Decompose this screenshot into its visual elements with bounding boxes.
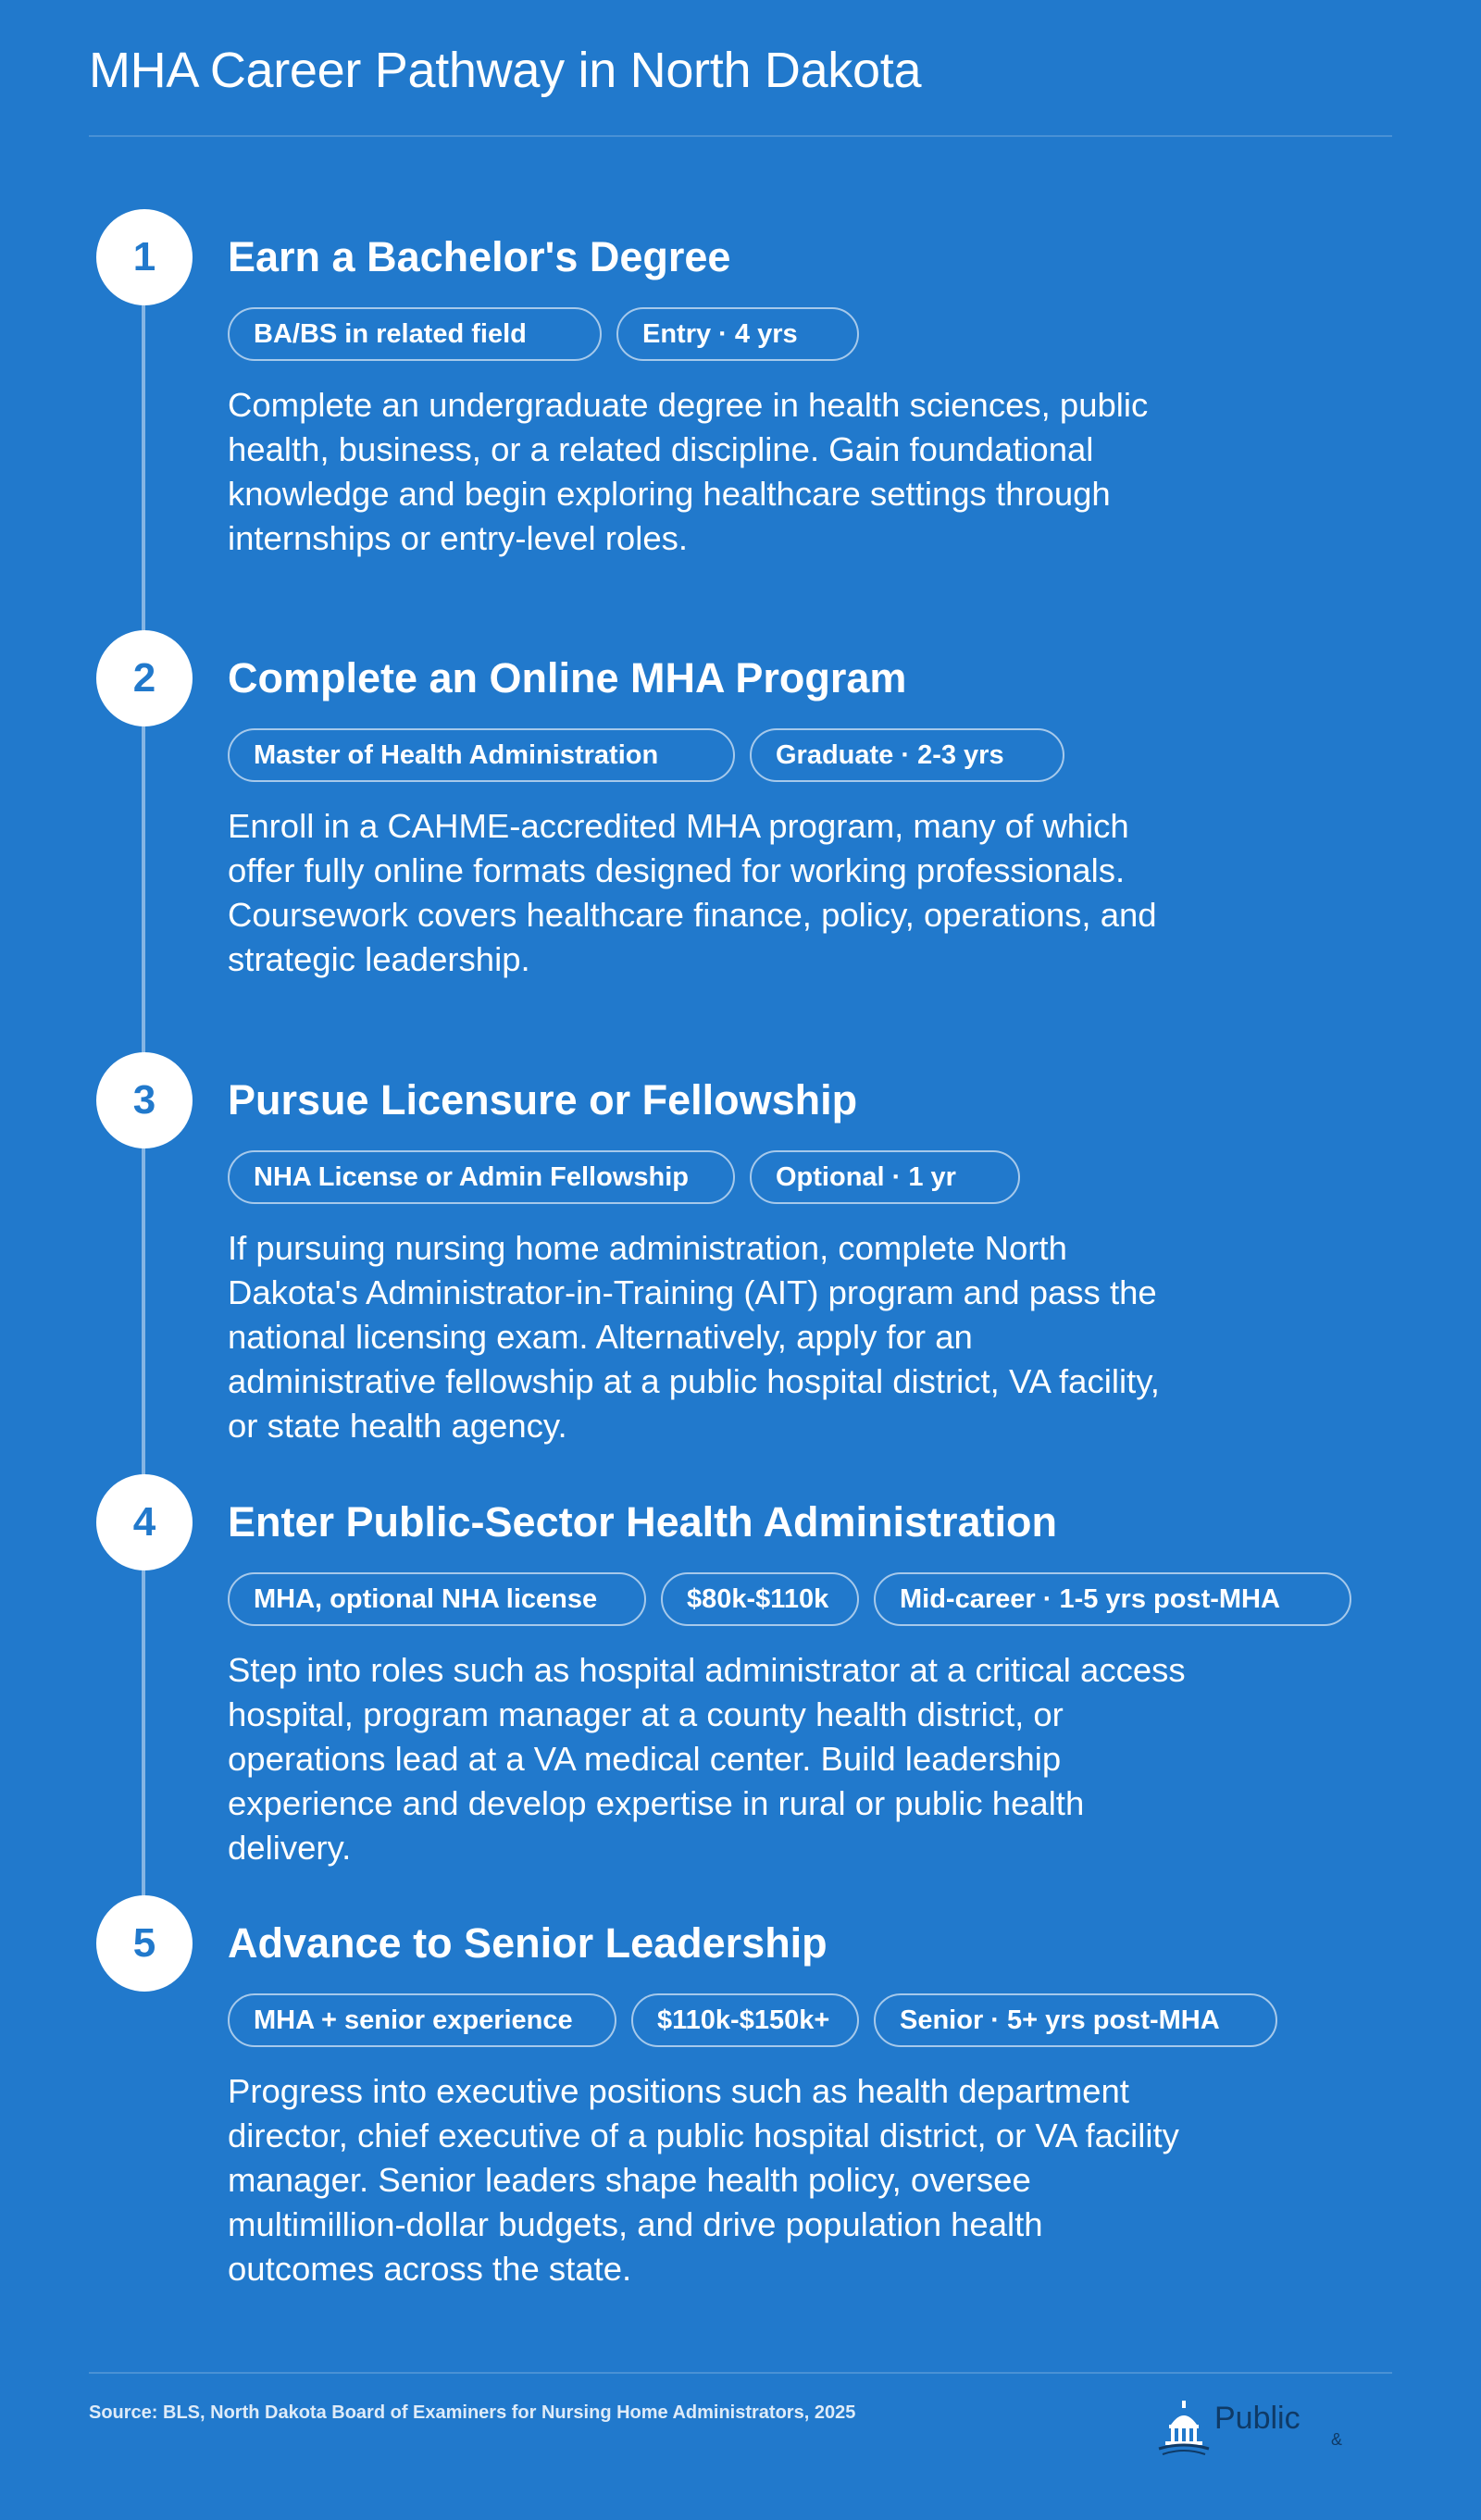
step-description: Enroll in a CAHME-accredited MHA program, many of which offer fully online formats designed for working professionals. Coursework covers healthcare finance, policy, operations, and strategic leadership.: [228, 807, 1157, 978]
requirement-tag: Master of Health Administration: [228, 728, 735, 782]
header-divider: [89, 135, 1392, 137]
logo-ampersand: &: [1331, 2430, 1343, 2449]
step-description: Progress into executive positions such as health department director, chief executive of a public hospital district, or VA facility manager. Senior leaders shape health policy, oversee multimillion-dollar budgets, and drive population health outcomes across the state.: [228, 2072, 1179, 2288]
source-note: Source: BLS, North Dakota Board of Examiners for Nursing Home Administrators, 2025: [89, 2402, 856, 2423]
step-title: Earn a Bachelor's Degree: [228, 233, 731, 280]
stage-tag: Entry · 4 yrs: [616, 307, 859, 361]
stage-tag: Mid-career · 1-5 yrs post-MHA: [874, 1572, 1351, 1626]
step-tags: [228, 1150, 1020, 1204]
step-title: Advance to Senior Leadership: [228, 1919, 828, 1967]
salary-tag: $110k-$150k+: [631, 1993, 859, 2047]
requirement-tag: BA/BS in related field: [228, 307, 602, 361]
page-title: MHA Career Pathway in North Dakota: [89, 43, 922, 98]
publisher-logo: [1151, 2395, 1392, 2460]
step-description: Complete an undergraduate degree in health sciences, public health, business, or a related discipline. Gain foundational knowledge and begin exploring healthcare settings through internships or entry-level roles.: [228, 386, 1149, 557]
step-title: Complete an Online MHA Program: [228, 654, 907, 701]
requirement-tag: MHA, optional NHA license: [228, 1572, 646, 1626]
step-description: If pursuing nursing home administration, complete North Dakota's Administrator-in-Training (AIT) program and pass the national licensing exam. Alternatively, apply for an administrative fellowship at a public hospital district, VA facility, or state health agency.: [228, 1229, 1160, 1445]
step-title: Pursue Licensure or Fellowship: [228, 1076, 858, 1123]
footer-divider: [89, 2372, 1392, 2374]
step-number-circle: 3: [96, 1052, 193, 1148]
requirement-tag: NHA License or Admin Fellowship: [228, 1150, 735, 1204]
step-tags: [228, 307, 859, 361]
stage-tag: Senior · 5+ yrs post-MHA: [874, 1993, 1277, 2047]
salary-tag: $80k-$110k: [661, 1572, 859, 1626]
step-tags: [228, 1572, 1351, 1626]
capitol-dome-icon: [1155, 2399, 1213, 2456]
step-title: Enter Public-Sector Health Administration: [228, 1498, 1057, 1546]
step-number-circle: 1: [96, 209, 193, 305]
step-description: Step into roles such as hospital administrator at a critical access hospital, program manager at a county health district, or operations lead at a VA medical center. Build leadership experience and develop expertise in rural or public health delivery.: [228, 1651, 1186, 1867]
requirement-tag: MHA + senior experience: [228, 1993, 616, 2047]
stage-tag: Graduate · 2-3 yrs: [750, 728, 1064, 782]
step-number-circle: 2: [96, 630, 193, 726]
step-number-circle: 4: [96, 1474, 193, 1570]
step-tags: [228, 728, 1064, 782]
stage-tag: Optional · 1 yr: [750, 1150, 1020, 1204]
step-number-circle: 5: [96, 1895, 193, 1992]
logo-wordmark: Public: [1214, 2401, 1301, 2436]
step-tags: [228, 1993, 1277, 2047]
